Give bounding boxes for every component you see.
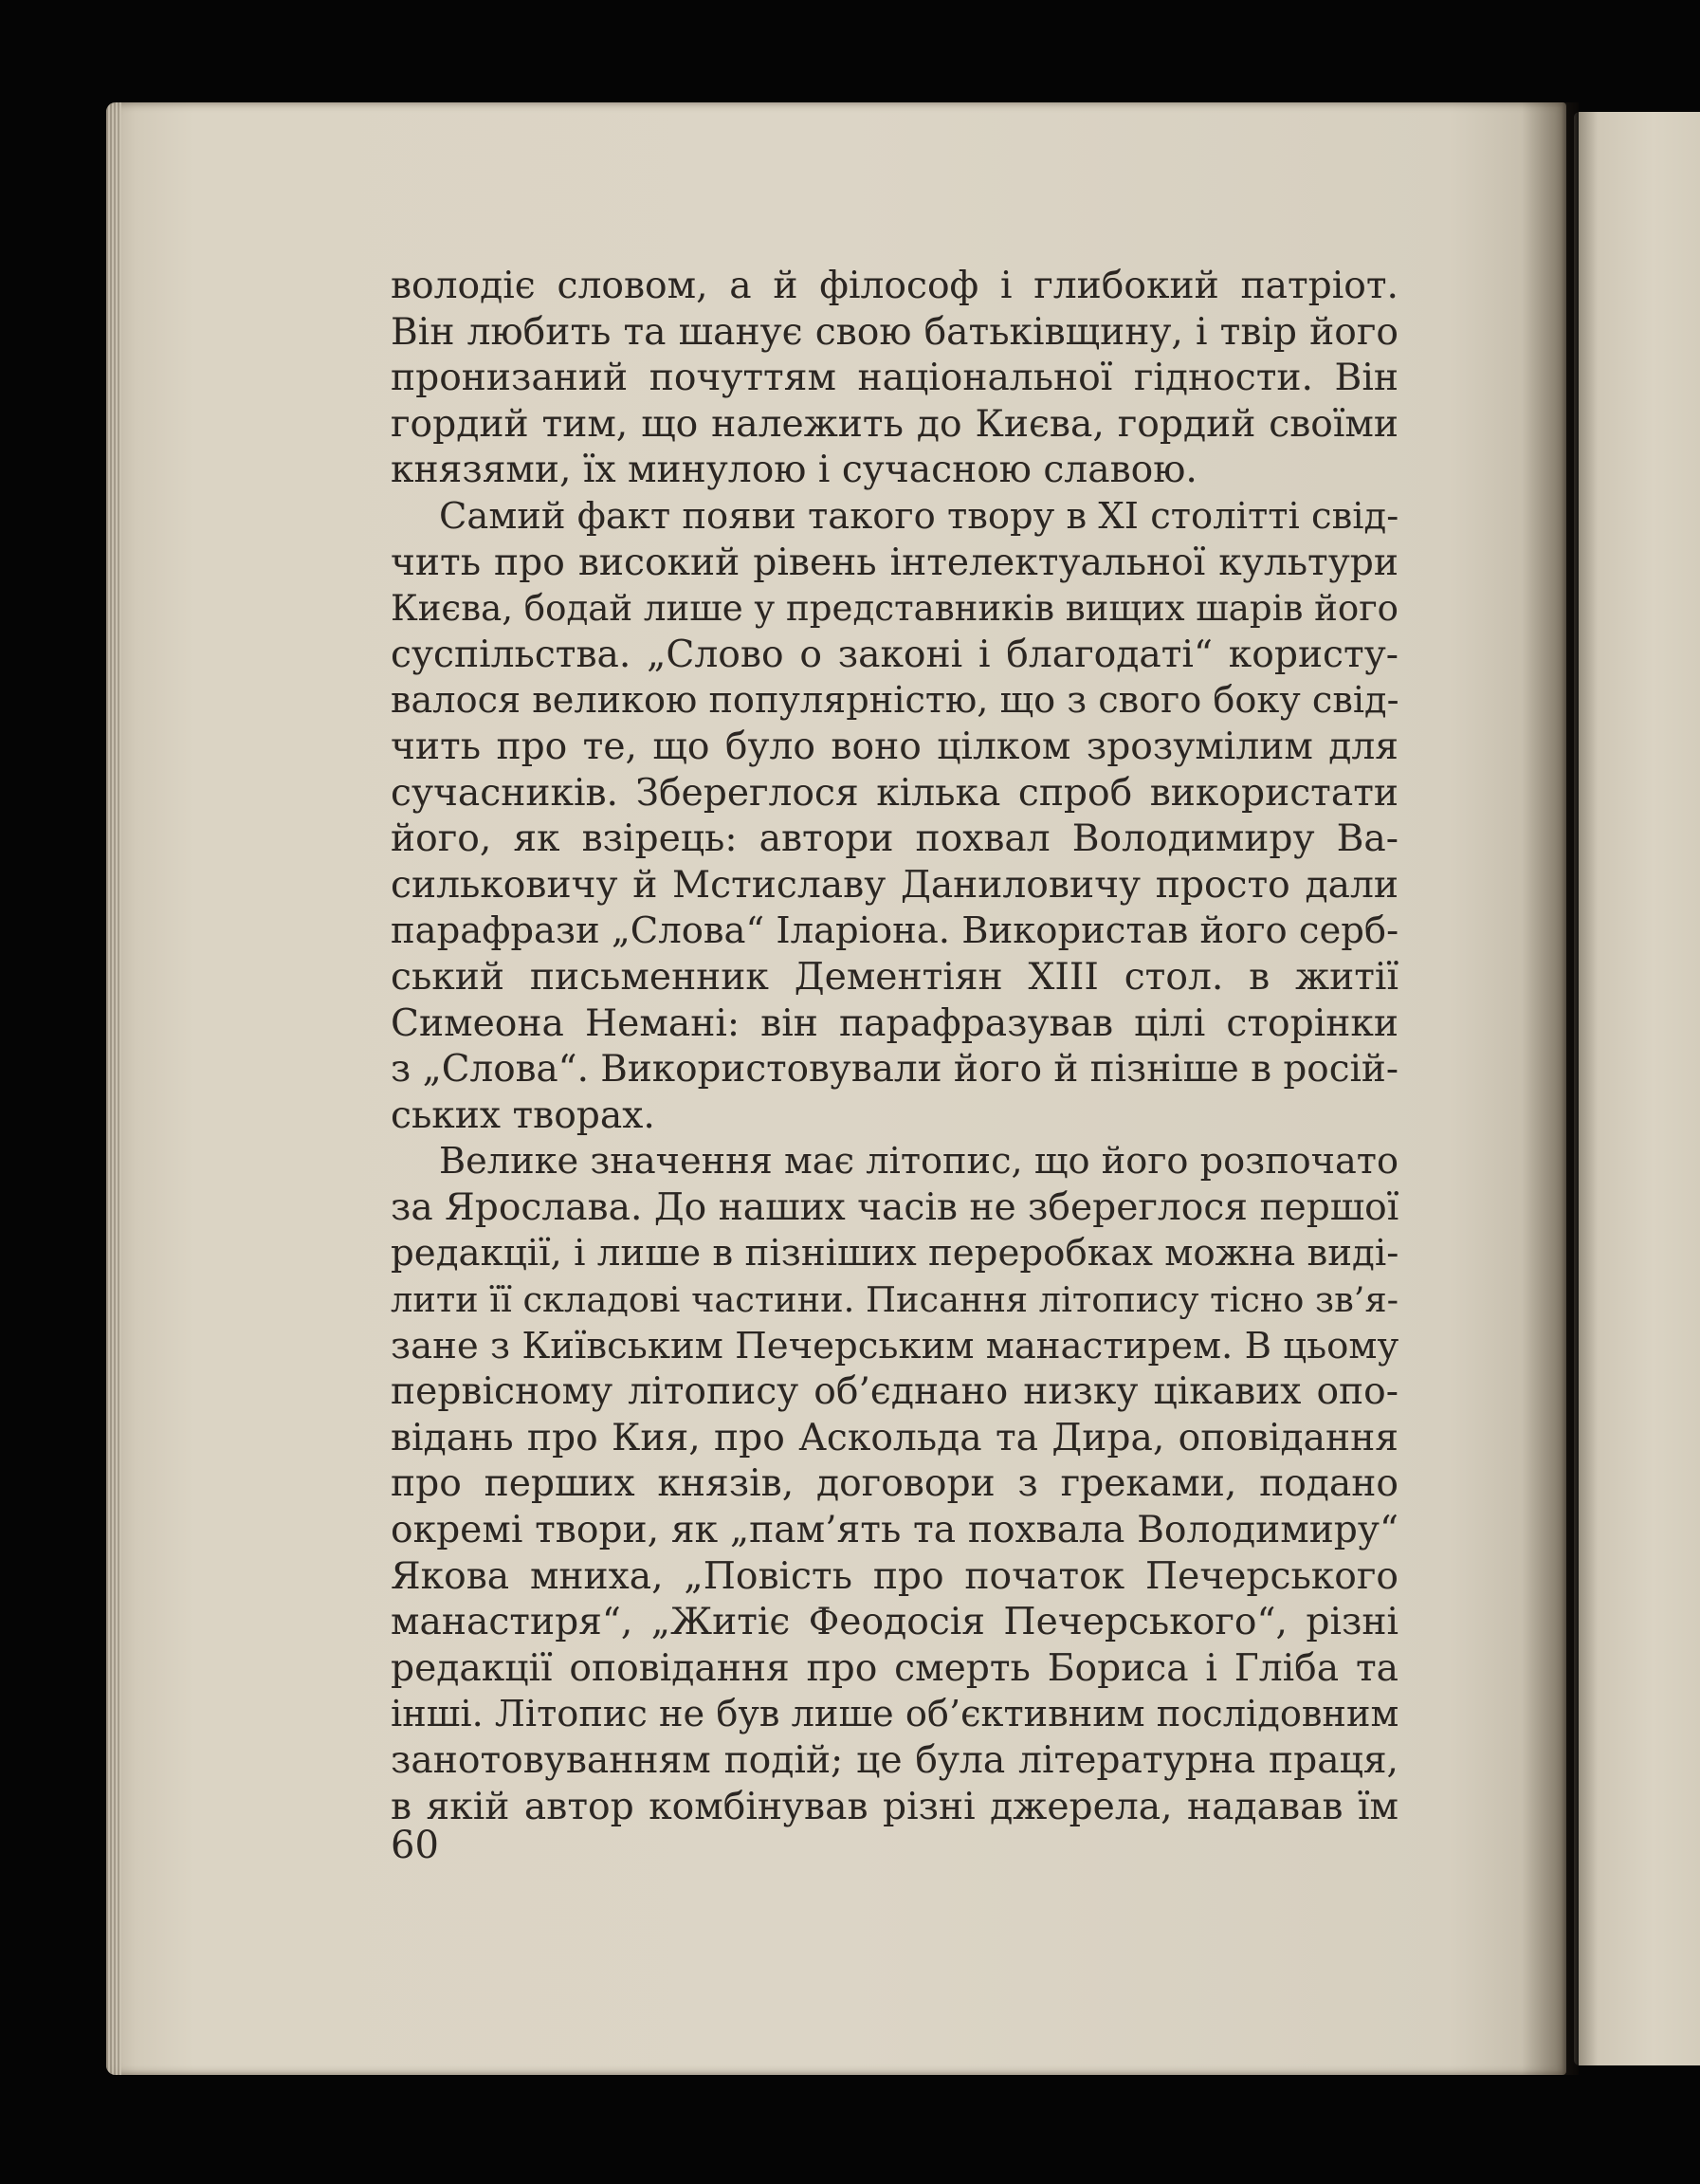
text-line: Києва, бодай лише у представників вищих шарів його [391,588,1399,630]
text-line: Самий факт появи такого твору в XI столітті свід- [439,494,1399,538]
text-line: зане з Київським Печерським манастирем. В цьому [391,1324,1399,1367]
page-stack-edge [106,102,121,2075]
facing-page-edge [1574,112,1700,2065]
text-line: в якій автор комбінував різні джерела, надавав їм [391,1785,1398,1828]
text-line: занотовуванням подій; це була літературна праця, [391,1739,1398,1782]
body-text [391,264,1398,1830]
book-gutter-shadow [1522,102,1579,2075]
page-number: 60 [391,1824,439,1867]
text-line: редакції оповідання про смерть Бориса і Гліба та [391,1646,1398,1690]
text-line: ський письменник Дементіян XIII стол. в житії [391,955,1398,999]
text-line: Велике значення має літопис, що його розпочато [439,1140,1398,1184]
text-line: чить про те, що було воно цілком зрозумілим для [391,725,1398,768]
text-line: сучасників. Збереглося кілька спроб використати [391,771,1398,815]
text-line: з „Слова“. Використовували його й пізніше в росій- [391,1048,1398,1092]
text-line: ських творах. [391,1093,655,1137]
text-line: парафрази „Слова“ Іларіона. Використав його серб- [391,909,1399,953]
text-line: первісному літопису об’єднано низку цікавих опо- [391,1370,1398,1414]
text-line: Він любить та шанує свою батьківщину, і твір його [391,310,1398,354]
text-line: Симеона Немані: він парафразував цілі сторінки [391,1001,1398,1045]
text-line: редакції, і лише в пізніших переробках можна виді- [391,1232,1399,1276]
text-line: князями, їх минулою і сучасною славою. [391,449,1197,492]
text-line: його, як взірець: автори похвал Володимиру Ва- [391,817,1398,861]
text-line: пронизаний почуттям національної гідности. Він [391,357,1398,400]
text-line: гордий тим, що належить до Києва, гордий своїми [391,402,1398,446]
text-line: сильковичу й Мстиславу Даниловичу просто дали [391,863,1398,907]
text-line: манастиря“, „Житіє Феодосія Печерського“, різні [391,1601,1398,1644]
text-line: володіє словом, а й філософ і глибокий патріот. [391,265,1398,307]
text-line: за Ярослава. До наших часів не збереглося першої [391,1185,1399,1229]
text-line: інші. Літопис не був лише об’єктивним послідовним [391,1693,1399,1736]
text-line: Якова мниха, „Повість про початок Печерського [391,1554,1398,1598]
text-line: окремі твори, як „пам’ять та похвала Володимиру“ [391,1509,1398,1552]
text-line: лити її складові частини. Писання літопису тісно зв’я- [391,1279,1399,1321]
text-line: валося великою популярністю, що з свого боку свід- [391,680,1399,723]
text-line: про перших князів, договори з греками, подано [391,1462,1398,1506]
text-line: чить про високий рівень інтелектуальної культури [391,541,1398,584]
text-line: суспільства. „Слово о законі і благодаті“ користу- [391,633,1398,676]
text-line: відань про Кия, про Аскольда та Дира, оповідання [391,1416,1398,1459]
